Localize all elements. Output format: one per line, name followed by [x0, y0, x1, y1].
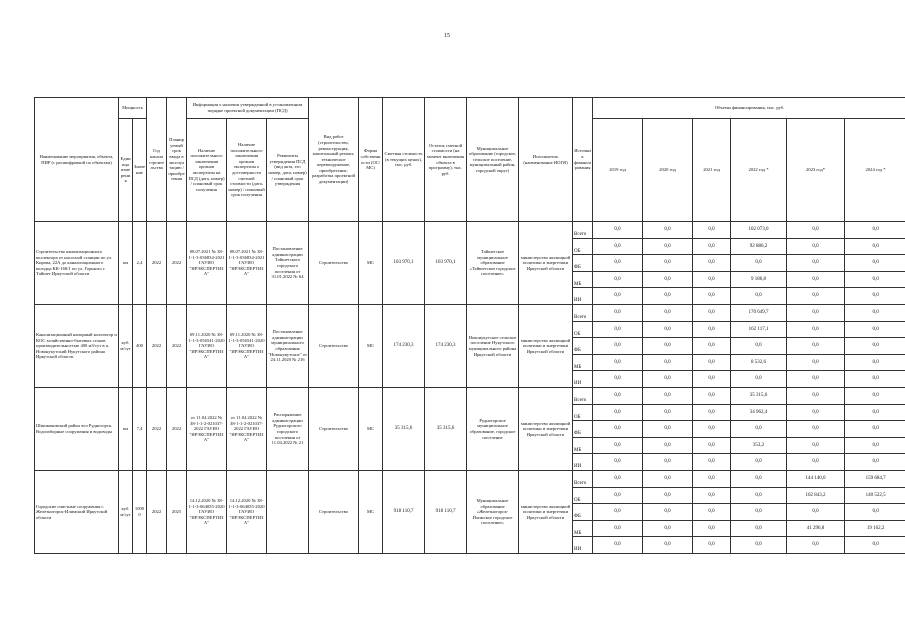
- object-remaining-cost: 103 970,1: [425, 222, 467, 305]
- header-cost-expertise: Наличие положительного заключения органов экспертизы о достоверности сметной стоимости (дата, номер) / плановый срок получения: [227, 119, 267, 222]
- object-start-year: 2022: [147, 470, 167, 553]
- object-ownership: МС: [359, 387, 383, 470]
- funding-cell: 0,0: [693, 288, 731, 305]
- funding-cell: 162 117,1: [731, 321, 787, 338]
- table-body: [35, 98, 905, 554]
- funding-cell: 0,0: [693, 520, 731, 537]
- funding-cell: 159 684,7: [845, 470, 905, 487]
- funding-cell: 0,0: [593, 338, 643, 355]
- header-approval: Реквизиты утверждения ПСД (вид акта, его номер, дата, номер) / плановый срок утверждения: [267, 119, 309, 222]
- object-estimated-cost: 35 315,6: [383, 387, 425, 470]
- header-year-2022: 2022 год *: [731, 119, 787, 222]
- object-capacity: 2,4: [133, 222, 147, 305]
- table-row: [35, 470, 905, 487]
- header-value: Значение: [133, 119, 147, 222]
- funding-cell: 0,0: [731, 520, 787, 537]
- object-municipality: Тайшетское муниципальное образование «Тайшетское городское поселение»: [467, 222, 519, 305]
- funding-cell: 0,0: [593, 470, 643, 487]
- object-ownership: МС: [359, 304, 383, 387]
- funding-cell: 0,0: [593, 487, 643, 504]
- funding-cell: 0,0: [643, 338, 693, 355]
- funding-source-label: ФБ: [573, 255, 593, 272]
- object-municipality: Новонукутское сельское поселение Нукутского муниципального района Иркутской области: [467, 304, 519, 387]
- funding-source-label: ИИ: [573, 371, 593, 388]
- funding-cell: 0,0: [845, 271, 905, 288]
- funding-cell: 0,0: [593, 404, 643, 421]
- object-estimated-cost: 103 970,1: [383, 222, 425, 305]
- investment-program-table: [34, 97, 905, 554]
- funding-cell: 0,0: [731, 371, 787, 388]
- header-expertise: Наличие положительного заключения органов экспертизы на ПСД (дата, номер) / плановый срок получения: [187, 119, 227, 222]
- funding-source-label: ОБ: [573, 487, 593, 504]
- header-name: Наименование мероприятия, объекта, ПИР (с расшифровкой по объектам): [35, 98, 119, 222]
- object-municipality: Рудногорское муниципальное образование, городское поселение: [467, 387, 519, 470]
- funding-cell: 0,0: [593, 437, 643, 454]
- funding-cell: 0,0: [787, 454, 845, 471]
- funding-source-label: МБ: [573, 354, 593, 371]
- funding-cell: 0,0: [643, 421, 693, 438]
- object-work-type: Строительство: [309, 470, 359, 553]
- funding-cell: 0,0: [593, 288, 643, 305]
- funding-cell: 0,0: [643, 271, 693, 288]
- object-end-year: 2022: [167, 304, 187, 387]
- funding-cell: 0,0: [643, 404, 693, 421]
- object-name: Строительство канализационного коллектора от насосной станции по ул. Кирова, 22А до канализационного колодца КК-168/1 по ул. Горького г. Тайшет Иркутской области: [35, 222, 119, 305]
- object-end-year: 2022: [167, 387, 187, 470]
- funding-cell: 0,0: [593, 520, 643, 537]
- funding-cell: 0,0: [845, 504, 905, 521]
- funding-cell: 0,0: [643, 437, 693, 454]
- funding-cell: 0,0: [693, 371, 731, 388]
- header-executor: Исполнитель (наименование ИОГВ): [519, 98, 573, 222]
- object-approval: Распоряжение администрации Рудногорского городского поселения от 11.04.2022 № 21: [267, 387, 309, 470]
- header-source: Источник финансирования: [573, 98, 593, 222]
- funding-source-label: Всего: [573, 470, 593, 487]
- funding-cell: 0,0: [643, 454, 693, 471]
- header-docs-info: Информация о наличии утвержденной в установленном порядке проектной документации (ПСД): [187, 98, 309, 119]
- funding-cell: 0,0: [693, 255, 731, 272]
- object-remaining-cost: 918 110,7: [425, 470, 467, 553]
- object-name: Канализационный напорный коллектор и КОС хозяйственно-бытовых стоков производительностью 400 м3/сут в п. Новонукутский Нукутского района Иркутской области: [35, 304, 119, 387]
- funding-cell: 0,0: [845, 255, 905, 272]
- funding-cell: 0,0: [693, 487, 731, 504]
- object-remaining-cost: 35 315,6: [425, 387, 467, 470]
- funding-cell: 0,0: [731, 537, 787, 554]
- funding-cell: 0,0: [787, 255, 845, 272]
- header-start-year: Год начала строительства: [147, 98, 167, 222]
- funding-cell: 0,0: [845, 288, 905, 305]
- object-expertise: от 11.04.2022 № 38-1-1-2-021037-2022 ГАУИО "ИРЭКСПЕРТИЗА": [187, 387, 227, 470]
- funding-cell: 0,0: [643, 222, 693, 239]
- header-year-2023: 2023 год*: [787, 119, 845, 222]
- funding-cell: 92 886,2: [731, 238, 787, 255]
- object-name: Городские очистные сооружения г. Железногорск-Илимский Иркутской области: [35, 470, 119, 553]
- funding-source-label: Всего: [573, 387, 593, 404]
- object-approval: Постановление администрации Тайшетского городского поселения от 31.01.2022 № 64: [267, 222, 309, 305]
- funding-cell: 0,0: [693, 454, 731, 471]
- funding-cell: 0,0: [593, 238, 643, 255]
- object-cost-expertise: 08.07.2021 № 38-1-1-3-036834-2021 ГАУИО "ИРЭКСПЕРТИЗА": [227, 222, 267, 305]
- funding-cell: 0,0: [787, 371, 845, 388]
- funding-cell: 0,0: [731, 338, 787, 355]
- table-row: [35, 304, 905, 321]
- header-year-2019: 2019 год: [593, 119, 643, 222]
- funding-source-label: Всего: [573, 222, 593, 239]
- funding-cell: 0,0: [731, 487, 787, 504]
- funding-cell: 0,0: [787, 222, 845, 239]
- funding-cell: 0,0: [593, 354, 643, 371]
- funding-source-label: МБ: [573, 520, 593, 537]
- funding-cell: 0,0: [643, 504, 693, 521]
- object-expertise: 14.12.2020 № 38-1-1-3-064055-2020 ГАУИО "ИРЭКСПЕРТИЗА": [187, 470, 227, 553]
- funding-cell: 102 843,2: [787, 487, 845, 504]
- funding-cell: 0,0: [731, 454, 787, 471]
- funding-cell: 0,0: [643, 288, 693, 305]
- funding-cell: 0,0: [643, 255, 693, 272]
- funding-cell: 0,0: [787, 504, 845, 521]
- object-ownership: МС: [359, 222, 383, 305]
- funding-cell: 0,0: [787, 387, 845, 404]
- object-unit: куб. м/сут: [119, 470, 133, 553]
- object-unit: км: [119, 387, 133, 470]
- object-executor: министерство жилищной политики и энергетики Иркутской области: [519, 222, 573, 305]
- funding-cell: 0,0: [731, 504, 787, 521]
- object-executor: министерство жилищной политики и энергетики Иркутской области: [519, 304, 573, 387]
- header-work-type: Вид работ (строительство, реконструкция, капитальный ремонт, техническое перевооружение, приобретение, разработка проектной документации): [309, 98, 359, 222]
- funding-cell: 0,0: [845, 454, 905, 471]
- funding-cell: 9 186,8: [731, 271, 787, 288]
- funding-cell: 0,0: [643, 520, 693, 537]
- object-approval: [267, 470, 309, 553]
- object-capacity: 10000: [133, 470, 147, 553]
- funding-cell: 0,0: [845, 537, 905, 554]
- funding-cell: 0,0: [731, 470, 787, 487]
- funding-cell: 0,0: [845, 238, 905, 255]
- funding-cell: 0,0: [593, 371, 643, 388]
- funding-cell: 0,0: [693, 222, 731, 239]
- funding-cell: 0,0: [845, 338, 905, 355]
- object-unit: км: [119, 222, 133, 305]
- funding-cell: 34 962,4: [731, 404, 787, 421]
- header-unit: Единица измерения: [119, 119, 133, 222]
- funding-cell: 0,0: [643, 321, 693, 338]
- funding-cell: 0,0: [787, 271, 845, 288]
- funding-cell: 0,0: [787, 338, 845, 355]
- funding-cell: 0,0: [845, 371, 905, 388]
- object-estimated-cost: 174 230,3: [383, 304, 425, 387]
- funding-cell: 0,0: [643, 238, 693, 255]
- funding-cell: 0,0: [643, 304, 693, 321]
- funding-cell: 0,0: [643, 487, 693, 504]
- object-work-type: Строительство: [309, 304, 359, 387]
- funding-cell: 0,0: [693, 421, 731, 438]
- object-cost-expertise: 14.12.2020 № 38-1-1-3-064055-2020 ГАУИО "ИРЭКСПЕРТИЗА": [227, 470, 267, 553]
- object-work-type: Строительство: [309, 387, 359, 470]
- funding-cell: 0,0: [845, 421, 905, 438]
- funding-cell: 0,0: [845, 387, 905, 404]
- funding-source-label: ИИ: [573, 288, 593, 305]
- funding-cell: 0,0: [593, 504, 643, 521]
- object-executor: министерство жилищной политики и энергетики Иркутской области: [519, 387, 573, 470]
- funding-cell: 0,0: [693, 437, 731, 454]
- funding-cell: 0,0: [787, 354, 845, 371]
- funding-cell: 0,0: [693, 504, 731, 521]
- funding-cell: 0,0: [693, 238, 731, 255]
- object-capacity: 400: [133, 304, 147, 387]
- object-work-type: Строительство: [309, 222, 359, 305]
- funding-source-label: ОБ: [573, 321, 593, 338]
- funding-cell: 0,0: [643, 537, 693, 554]
- funding-cell: 0,0: [593, 222, 643, 239]
- funding-source-label: ИИ: [573, 537, 593, 554]
- funding-cell: 0,0: [787, 404, 845, 421]
- funding-cell: 0,0: [845, 404, 905, 421]
- funding-cell: 0,0: [593, 387, 643, 404]
- funding-cell: 0,0: [787, 437, 845, 454]
- object-capacity: 7,4: [133, 387, 147, 470]
- header-municipality: Муниципальное образование (городское, сельское поселение, муниципальный район, городской округ): [467, 98, 519, 222]
- funding-cell: 0,0: [643, 387, 693, 404]
- object-cost-expertise: от 11.04.2022 № 38-1-1-2-021037-2022 ГАУИО "ИРЭКСПЕРТИЗА": [227, 387, 267, 470]
- object-expertise: 09.11.2020 № 38-1-1-3-056541-2020 ГАУИО "ИРЭКСПЕРТИЗА": [187, 304, 227, 387]
- header-year-2020: 2020 год: [643, 119, 693, 222]
- object-estimated-cost: 918 110,7: [383, 470, 425, 553]
- funding-cell: 19 162,2: [845, 520, 905, 537]
- funding-cell: 0,0: [593, 537, 643, 554]
- object-start-year: 2022: [147, 304, 167, 387]
- funding-cell: 0,0: [693, 470, 731, 487]
- funding-cell: 0,0: [643, 354, 693, 371]
- funding-cell: 353,2: [731, 437, 787, 454]
- header-year-2021: 2021 год: [693, 119, 731, 222]
- funding-cell: 0,0: [593, 271, 643, 288]
- funding-cell: 0,0: [787, 421, 845, 438]
- funding-cell: 0,0: [593, 454, 643, 471]
- funding-cell: 0,0: [593, 321, 643, 338]
- funding-cell: 0,0: [787, 304, 845, 321]
- header-capacity: Мощность: [119, 98, 147, 119]
- funding-cell: 170 649,7: [731, 304, 787, 321]
- object-end-year: 2025: [167, 470, 187, 553]
- table-row: [35, 387, 905, 404]
- funding-cell: 0,0: [593, 421, 643, 438]
- funding-cell: 8 532,6: [731, 354, 787, 371]
- header-estimated-cost: Сметная стоимость (в текущих ценах), тыс. руб.: [383, 98, 425, 222]
- funding-source-label: ФБ: [573, 338, 593, 355]
- funding-cell: 0,0: [643, 371, 693, 388]
- funding-cell: 0,0: [693, 354, 731, 371]
- funding-cell: 0,0: [693, 387, 731, 404]
- funding-cell: 0,0: [693, 271, 731, 288]
- funding-cell: 144 140,0: [787, 470, 845, 487]
- object-start-year: 2022: [147, 387, 167, 470]
- funding-cell: 0,0: [731, 288, 787, 305]
- object-name: Шишмаковский район чел Рудногорск. Водозаборные сооружения и водоводы: [35, 387, 119, 470]
- funding-cell: 140 522,5: [845, 487, 905, 504]
- funding-source-label: ИИ: [573, 454, 593, 471]
- funding-cell: 0,0: [845, 321, 905, 338]
- funding-source-label: ФБ: [573, 504, 593, 521]
- header-funding: Объемы финансирования, тыс. руб.: [593, 98, 905, 119]
- object-ownership: МС: [359, 470, 383, 553]
- funding-cell: 0,0: [731, 255, 787, 272]
- object-start-year: 2022: [147, 222, 167, 305]
- funding-cell: 0,0: [845, 304, 905, 321]
- object-approval: Постановление администрации муниципального образования "Новонукутское" от 24.11.2020 № 216: [267, 304, 309, 387]
- funding-cell: 0,0: [845, 437, 905, 454]
- funding-cell: 0,0: [787, 321, 845, 338]
- object-remaining-cost: 174 230,3: [425, 304, 467, 387]
- funding-cell: 0,0: [693, 404, 731, 421]
- table-row: [35, 222, 905, 239]
- funding-cell: 0,0: [787, 288, 845, 305]
- funding-cell: 0,0: [787, 238, 845, 255]
- funding-cell: 41 296,8: [787, 520, 845, 537]
- funding-cell: 0,0: [693, 321, 731, 338]
- funding-cell: 0,0: [693, 537, 731, 554]
- object-cost-expertise: 09.11.2020 № 38-1-1-3-056541-2020 ГАУИО "ИРЭКСПЕРТИЗА": [227, 304, 267, 387]
- object-municipality: Муниципальное образование «Железногорск-Илимское городское поселение»: [467, 470, 519, 553]
- header-remaining-cost: Остаток сметной стоимости (на момент включения объекта в программу), тыс. руб.: [425, 98, 467, 222]
- header-ownership: Форма собственности (ОС/МС): [359, 98, 383, 222]
- funding-cell: 0,0: [693, 304, 731, 321]
- funding-source-label: МБ: [573, 437, 593, 454]
- funding-cell: 0,0: [593, 255, 643, 272]
- object-end-year: 2022: [167, 222, 187, 305]
- funding-source-label: ОБ: [573, 238, 593, 255]
- funding-cell: 0,0: [693, 338, 731, 355]
- object-unit: куб. м/сут: [119, 304, 133, 387]
- funding-cell: 0,0: [845, 354, 905, 371]
- funding-source-label: ОБ: [573, 404, 593, 421]
- header-year-2024: 2024 год *: [845, 119, 905, 222]
- funding-cell: 0,0: [787, 537, 845, 554]
- funding-cell: 35 315,6: [731, 387, 787, 404]
- funding-cell: 0,0: [731, 421, 787, 438]
- funding-cell: 0,0: [643, 470, 693, 487]
- object-expertise: 08.07.2021 № 38-1-1-3-036834-2021 ГАУИО "ИРЭКСПЕРТИЗА": [187, 222, 227, 305]
- page-number: 15: [444, 33, 450, 39]
- funding-source-label: МБ: [573, 271, 593, 288]
- funding-cell: 0,0: [845, 222, 905, 239]
- funding-cell: 102 073,0: [731, 222, 787, 239]
- funding-source-label: ФБ: [573, 421, 593, 438]
- funding-cell: 0,0: [593, 304, 643, 321]
- object-executor: министерство жилищной политики и энергетики Иркутской области: [519, 470, 573, 553]
- header-plan-year: Планируемый срок ввода в эксплуатацию / приобретения: [167, 98, 187, 222]
- funding-source-label: Всего: [573, 304, 593, 321]
